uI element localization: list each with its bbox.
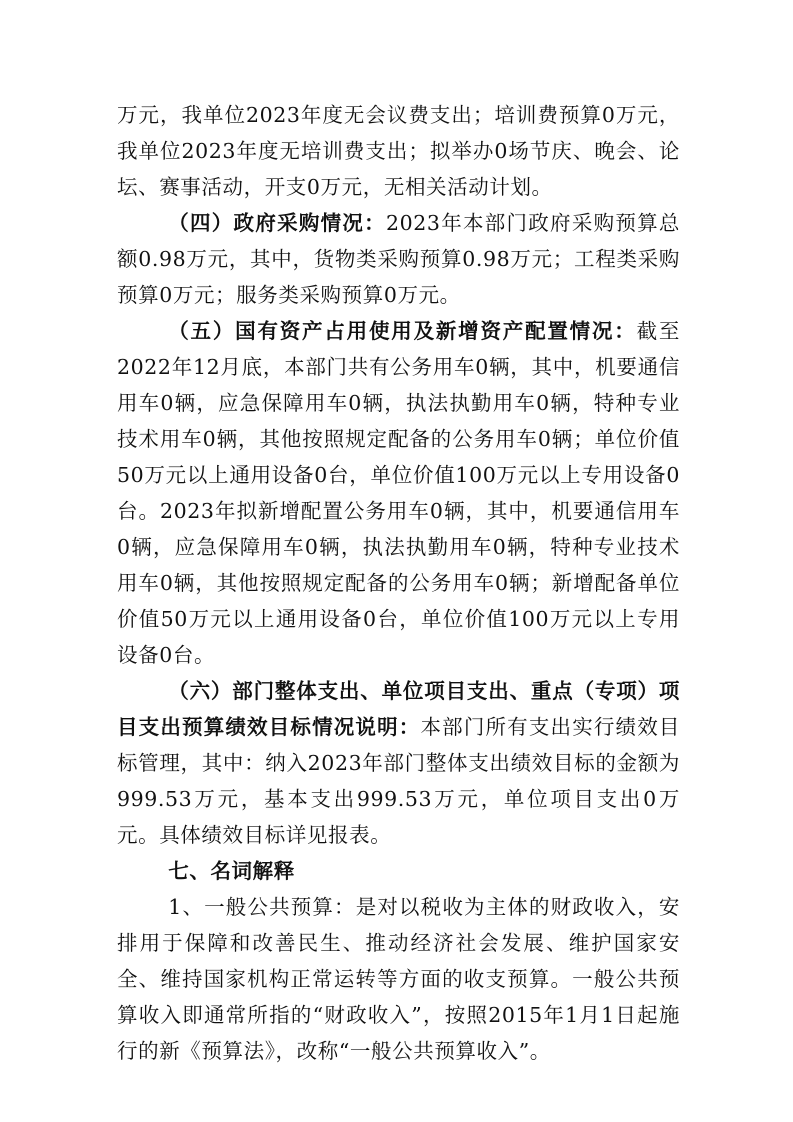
- paragraph-meeting-training-expenses: [117, 97, 680, 205]
- paragraph-text: 本部门所有支出实行绩效目标管理，其中：纳入2023年部门整体支出绩效目标的金额为999.53万元，基本支出999.53万元，单位项目支出0万元。具体绩效目标详见报表。: [117, 715, 680, 847]
- paragraph-general-public-budget: [117, 889, 680, 1069]
- paragraph-text: 截至2022年12月底，本部门共有公务用车0辆，其中，机要通信用车0辆，应急保障用车0辆，执法执勤用车0辆，特种专业技术用车0辆，其他按照规定配备的公务用车0辆；单位价值50万元以上通用设备0台，单位价值100万元以上专用设备0台。2023年拟新增配置公务用车0辆，其中，机要通信用车0辆，应急保障用车0辆，执法执勤用车0辆，特种专业技术用车0辆，其他按照规定配备的公务用车0辆；新增配备单位价值50万元以上通用设备0台，单位价值100万元以上专用设备0台。: [117, 319, 680, 667]
- section-heading-procurement: （四）政府采购情况：: [168, 211, 386, 235]
- paragraph-state-assets: [117, 313, 680, 673]
- glossary-heading: 七、名词解释: [168, 859, 295, 883]
- paragraph-performance-targets: [117, 673, 680, 853]
- section-heading-assets: （五）国有资产占用使用及新增资产配置情况：: [168, 319, 637, 343]
- paragraph-text: 1、一般公共预算：是对以税收为主体的财政收入，安排用于保障和改善民生、推动经济社会发展、维护国家安全、维持国家机构正常运转等方面的收支预算。一般公共预算收入即通常所指的“财政收入”，按照2015年1月1日起施行的新《预算法》，改称“一般公共预算收入”。: [117, 895, 680, 1063]
- document-body: [117, 97, 680, 1069]
- paragraph-government-procurement: [117, 205, 680, 313]
- paragraph-text: 万元，我单位2023年度无会议费支出；培训费预算0万元，我单位2023年度无培训费支出；拟举办0场节庆、晚会、论坛、赛事活动，开支0万元，无相关活动计划。: [117, 103, 680, 199]
- paragraph-text: 2023年本部门政府采购预算总额0.98万元，其中，货物类采购预算0.98万元；工程类采购预算0万元；服务类采购预算0万元。: [117, 211, 680, 307]
- section-heading-glossary: [117, 853, 680, 889]
- section-heading-performance: （六）部门整体支出、单位项目支出、重点（专项）项目支出预算绩效目标情况说明：: [117, 679, 680, 739]
